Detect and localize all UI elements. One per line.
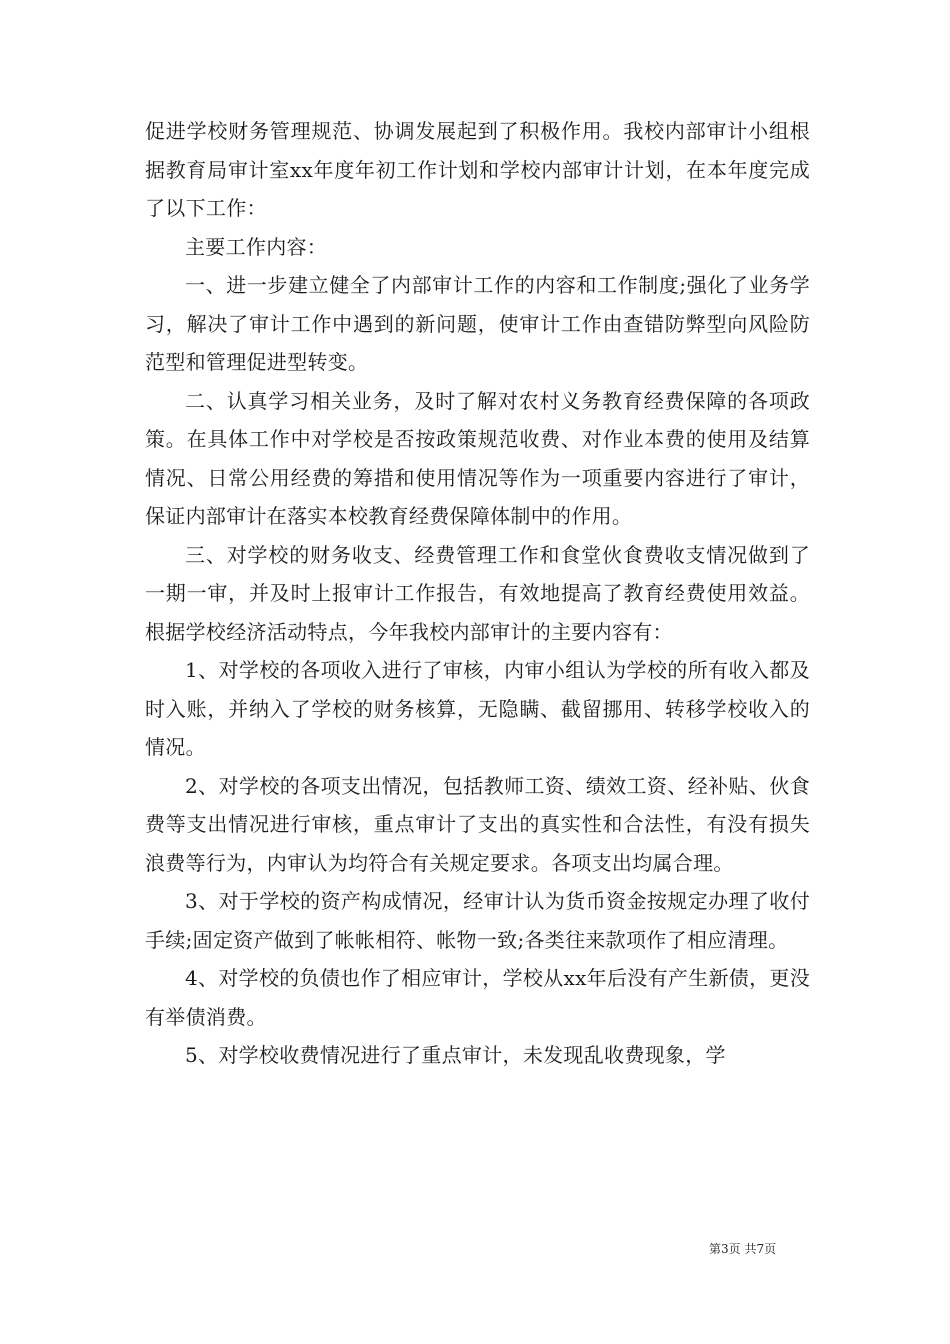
paragraph-item-1: 1、对学校的各项收入进行了审核，内审小组认为学校的所有收入都及时入账，并纳入了学校的财务核算，无隐瞒、截留挪用、转移学校收入的情况。 (145, 658, 810, 759)
paragraph-section-two: 二、认真学习相关业务，及时了解对农村义务教育经费保障的各项政策。在具体工作中对学校是否按政策规范收费、对作业本费的使用及结算情况、日常公用经费的筹措和使用情况等作为一项重要内容进行了审计，保证内部审计在落实本校教育经费保障体制中的作用。 (145, 388, 810, 528)
paragraph-item-5: 5、对学校收费情况进行了重点审计，未发现乱收费现象，学 (185, 1043, 726, 1067)
paragraph-main-content-heading: 主要工作内容： (185, 234, 328, 259)
paragraph-item-4: 4、对学校的负债也作了相应审计，学校从xx年后没有产生新债，更没有举债消费。 (145, 966, 810, 1029)
paragraph-item-3: 3、对于学校的资产构成情况，经审计认为货币资金按规定办理了收付手续;固定资产做到了帐帐相符、帐物一致;各类往来款项作了相应清理。 (145, 889, 810, 952)
document-body (145, 112, 810, 1075)
paragraph-section-three: 三、对学校的财务收支、经费管理工作和食堂伙食费收支情况做到了一期一审，并及时上报审计工作报告，有效地提高了教育经费使用效益。根据学校经济活动特点，今年我校内部审计的主要内容有： (145, 542, 810, 644)
page-number: 第3页 共7页 (709, 1242, 777, 1256)
paragraph-section-one: 一、进一步建立健全了内部审计工作的内容和工作制度;强化了业务学习，解决了审计工作中遇到的新问题，使审计工作由查错防弊型向风险防范型和管理促进型转变。 (145, 273, 810, 374)
paragraph-item-2: 2、对学校的各项支出情况，包括教师工资、绩效工资、经补贴、伙食费等支出情况进行审核，重点审计了支出的真实性和合法性，有没有损失浪费等行为，内审认为均符合有关规定要求。各项支出均属合理。 (145, 773, 810, 875)
paragraph-intro-continued: 促进学校财务管理规范、协调发展起到了积极作用。我校内部审计小组根据教育局审计室xx年度年初工作计划和学校内部审计计划，在本年度完成了以下工作： (145, 119, 810, 220)
